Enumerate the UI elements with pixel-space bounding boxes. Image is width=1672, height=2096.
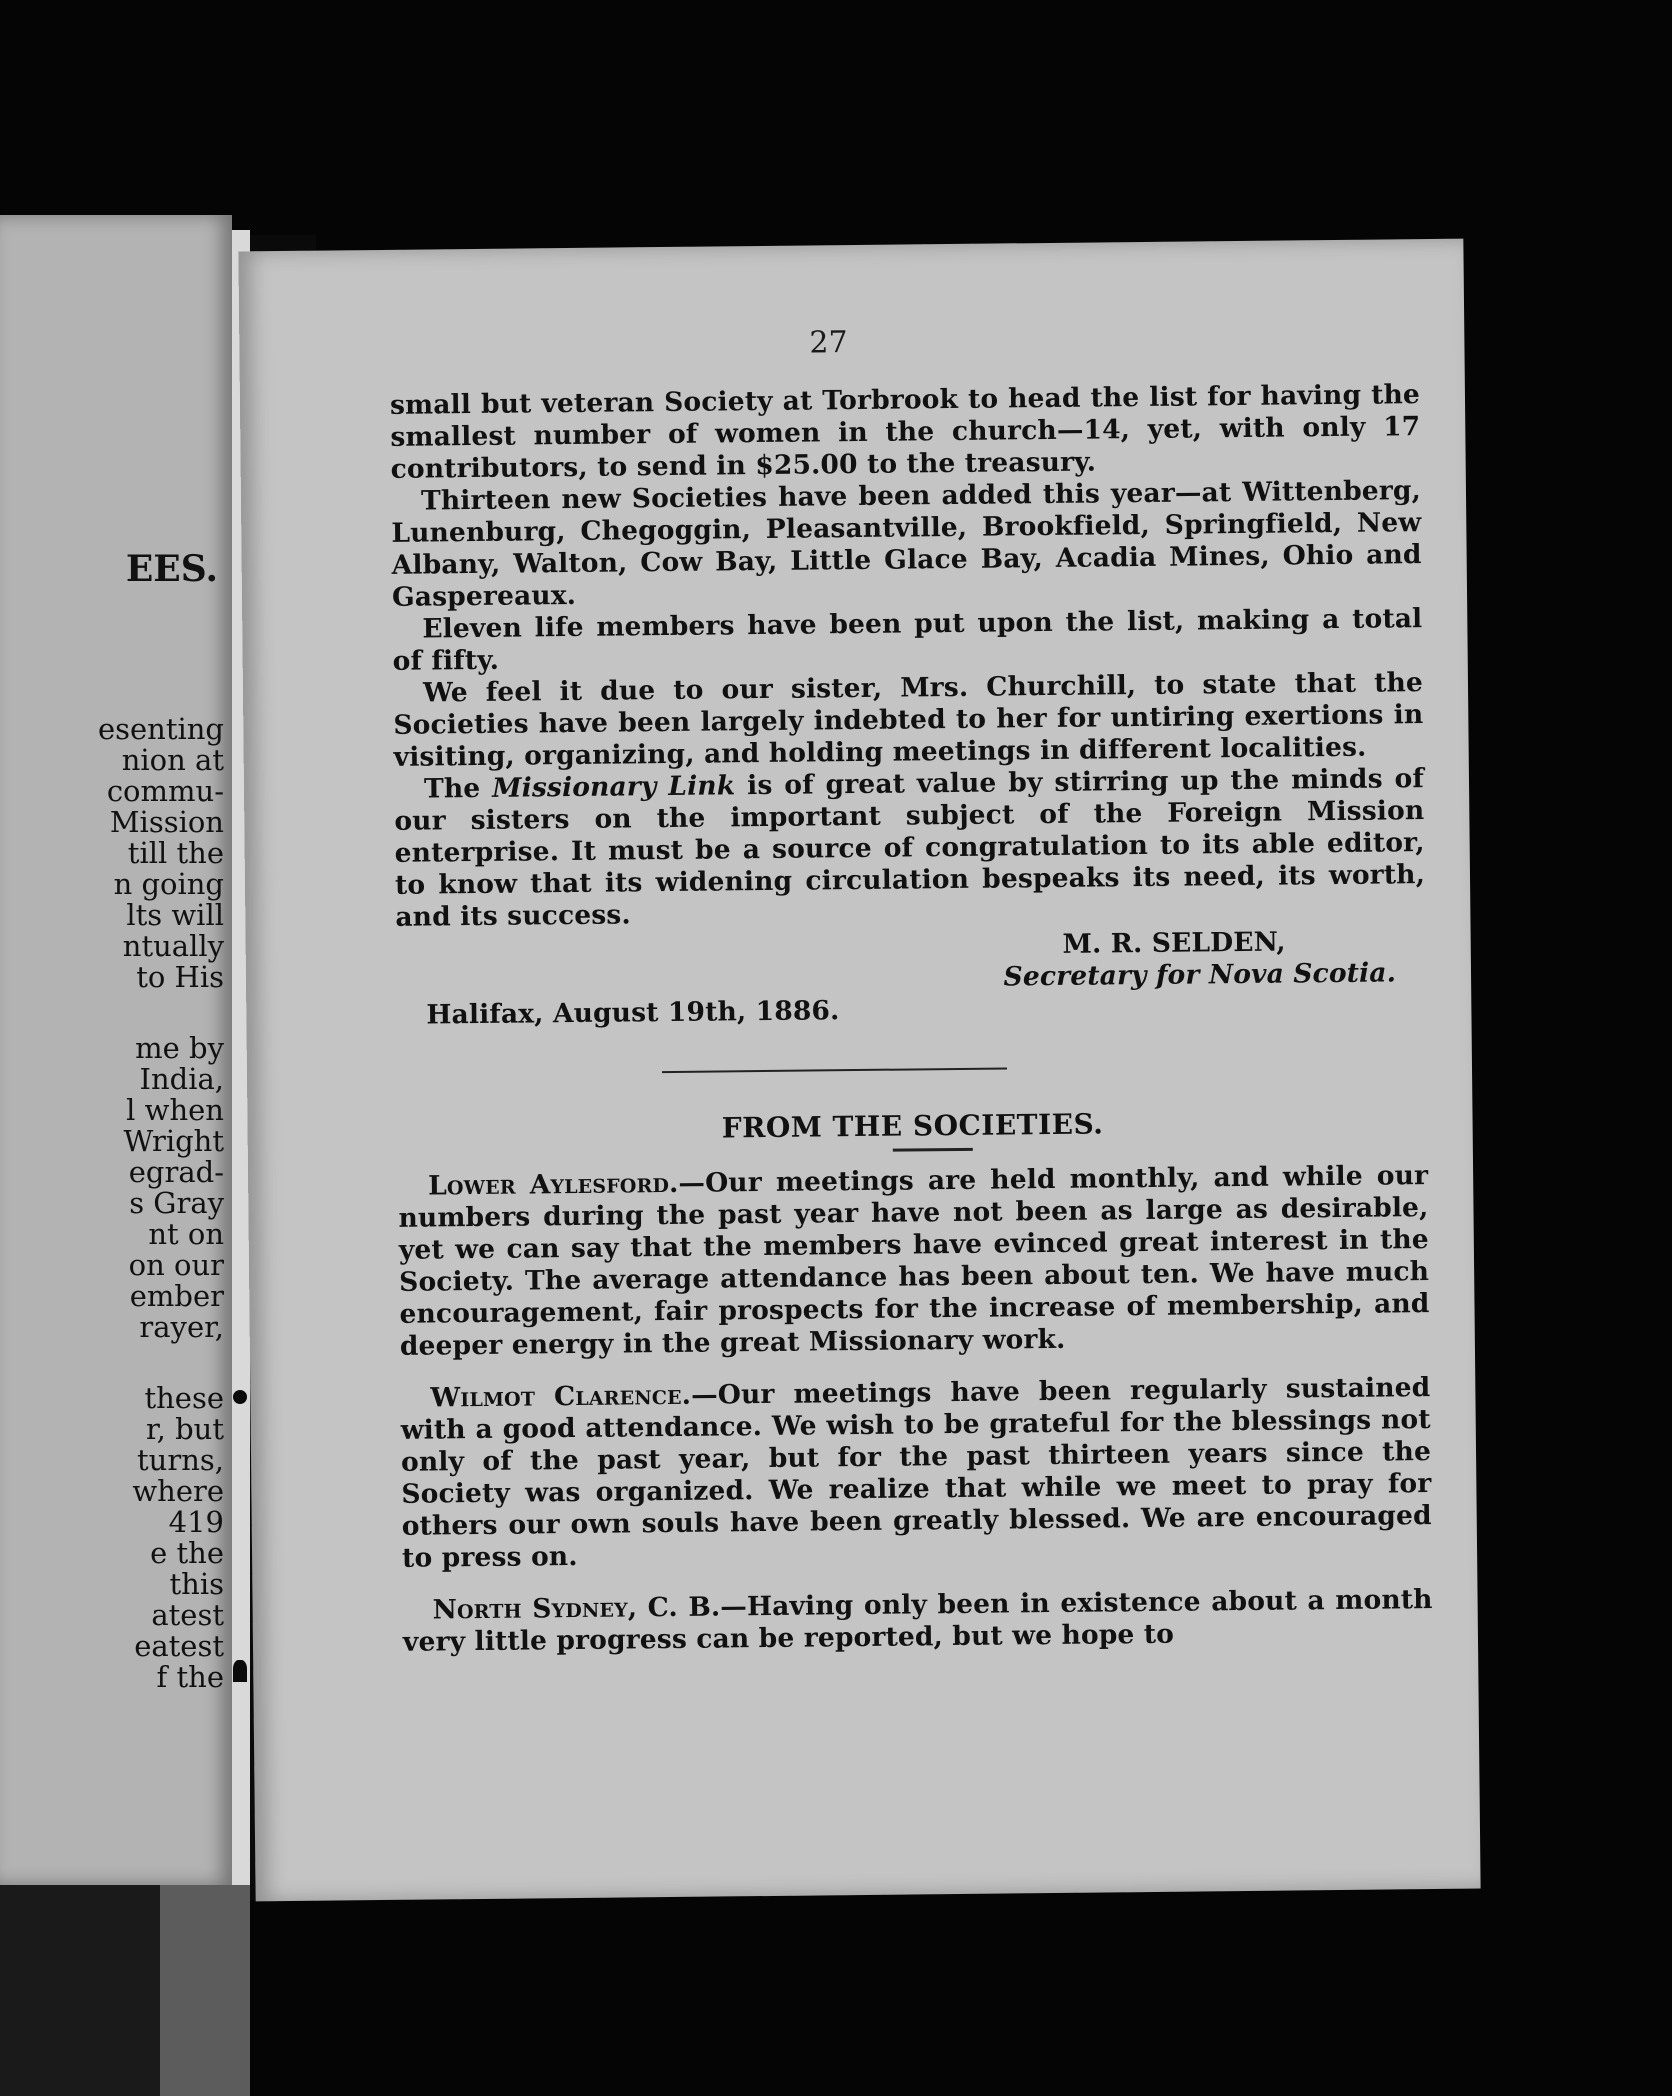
left-page-line: Mission [109, 805, 224, 839]
left-page-line: these [144, 1381, 224, 1415]
left-page-line: nt on [148, 1217, 224, 1251]
paragraph-mrs-churchill: We feel it due to our sister, Mrs. Churchill, to state that the Societies have been largely indebted to her for untiring exertions in visiting, organizing, and holding meetings in different localities. [393, 667, 1424, 773]
left-page-line: esenting [97, 712, 224, 746]
link-rest: is of great value by stirring up the minds of our sisters on the important subject of the Foreign Mission enterprise. It must be a source of congratulation to its able editor, to know that its widening circulation bespeaks its need, its worth, and its success. [394, 763, 1426, 933]
left-page-line: n going [113, 867, 224, 901]
left-page-line: s Gray [129, 1186, 224, 1220]
ink-blot [233, 1660, 247, 1682]
left-page-line: to His [136, 960, 224, 994]
dateline: Halifax, August 19th, 1886. [426, 995, 840, 1031]
left-page-line: ntually [122, 929, 224, 963]
left-page-line: r, but [145, 1412, 224, 1446]
left-page-line: this [169, 1567, 224, 1601]
signature-name: M. R. SELDEN, [1062, 926, 1286, 960]
left-page-line: till the [127, 836, 224, 870]
page-number: 27 [809, 325, 848, 361]
paragraph-new-societies: Thirteen new Societies have been added this year—at Wittenberg, Lunenburg, Chegoggin, Pleasantville, Brookfield, Springfield, New Albany, Walton, Cow Bay, Little Glace Bay, Acadia Mines, Ohio and Gaspereaux. [391, 475, 1422, 613]
link-lead: The [423, 772, 493, 805]
signature-title: Secretary for Nova Scotia. [1003, 957, 1397, 993]
left-page-line: me by [135, 1031, 224, 1065]
left-page-line: on our [128, 1248, 224, 1282]
section-divider [662, 1067, 1007, 1073]
right-page [238, 239, 1480, 1902]
left-page-line: atest [151, 1598, 224, 1632]
section-heading: FROM THE SOCIETIES. [721, 1107, 1104, 1145]
heading-underline [893, 1148, 973, 1152]
entry-text: —Our meetings are held monthly, and while our numbers during the past year have not been as large as desirable, yet we can say that the members have evinced great interest in the Society. The average attendance has been about ten. We have much encouragement, fair prospects for the increase of membership, and deeper energy in the great Missionary work. [398, 1160, 1430, 1362]
left-page-line: f the [156, 1660, 224, 1694]
entry-lower-aylesford [398, 1160, 1430, 1363]
left-page-heading: EES. [125, 548, 218, 590]
left-page-line: ember [129, 1279, 224, 1313]
left-page-line: lts will [126, 898, 224, 932]
left-page-line: nion at [121, 743, 224, 777]
paragraph-life-members: Eleven life members have been put upon the list, making a total of fifty. [392, 603, 1423, 677]
left-page-line: rayer, [139, 1310, 224, 1344]
ink-blot [233, 1390, 247, 1404]
left-page-line: India, [139, 1062, 224, 1096]
left-page-line: eatest [134, 1629, 224, 1663]
missionary-link-title: Missionary Link [492, 770, 736, 804]
left-page [0, 215, 232, 1885]
left-page-line: turns, [137, 1443, 224, 1477]
entry-wilmot-clarence [400, 1372, 1432, 1575]
entry-place: Wilmot Clarence. [430, 1379, 692, 1414]
left-page-line: Wright [123, 1124, 224, 1158]
left-page-line: commu- [106, 774, 224, 808]
left-page-line: egrad- [128, 1155, 224, 1189]
entry-north-sydney [402, 1584, 1433, 1659]
main-text [390, 379, 1433, 1679]
entry-text: —Having only been in existence about a month very little progress can be reported, but we hope to [402, 1584, 1433, 1658]
left-page-line: e the [150, 1536, 224, 1570]
entry-text: —Our meetings have been regularly sustained with a good attendance. We wish to be grateful for the blessings not only of the past year, but for the past thirteen years since the Society was organized. We realize that while we meet to pray for others our own souls have been greatly blessed. We are encouraged to press on. [400, 1372, 1432, 1574]
book-cover-edge [0, 1885, 250, 2096]
entry-place: North Sydney, C. B. [432, 1591, 721, 1626]
left-page-line: where [132, 1474, 224, 1508]
paragraph-missionary-link [394, 763, 1426, 934]
left-page-line: 419 [168, 1505, 224, 1539]
left-page-line: l when [126, 1093, 224, 1127]
entry-place: Lower Aylesford. [428, 1167, 679, 1202]
paragraph-torbrook: small but veteran Society at Torbrook to head the list for having the smallest number of women in the church—14, yet, with only 17 contributors, to send in $25.00 to the treasury. [389, 379, 1421, 485]
